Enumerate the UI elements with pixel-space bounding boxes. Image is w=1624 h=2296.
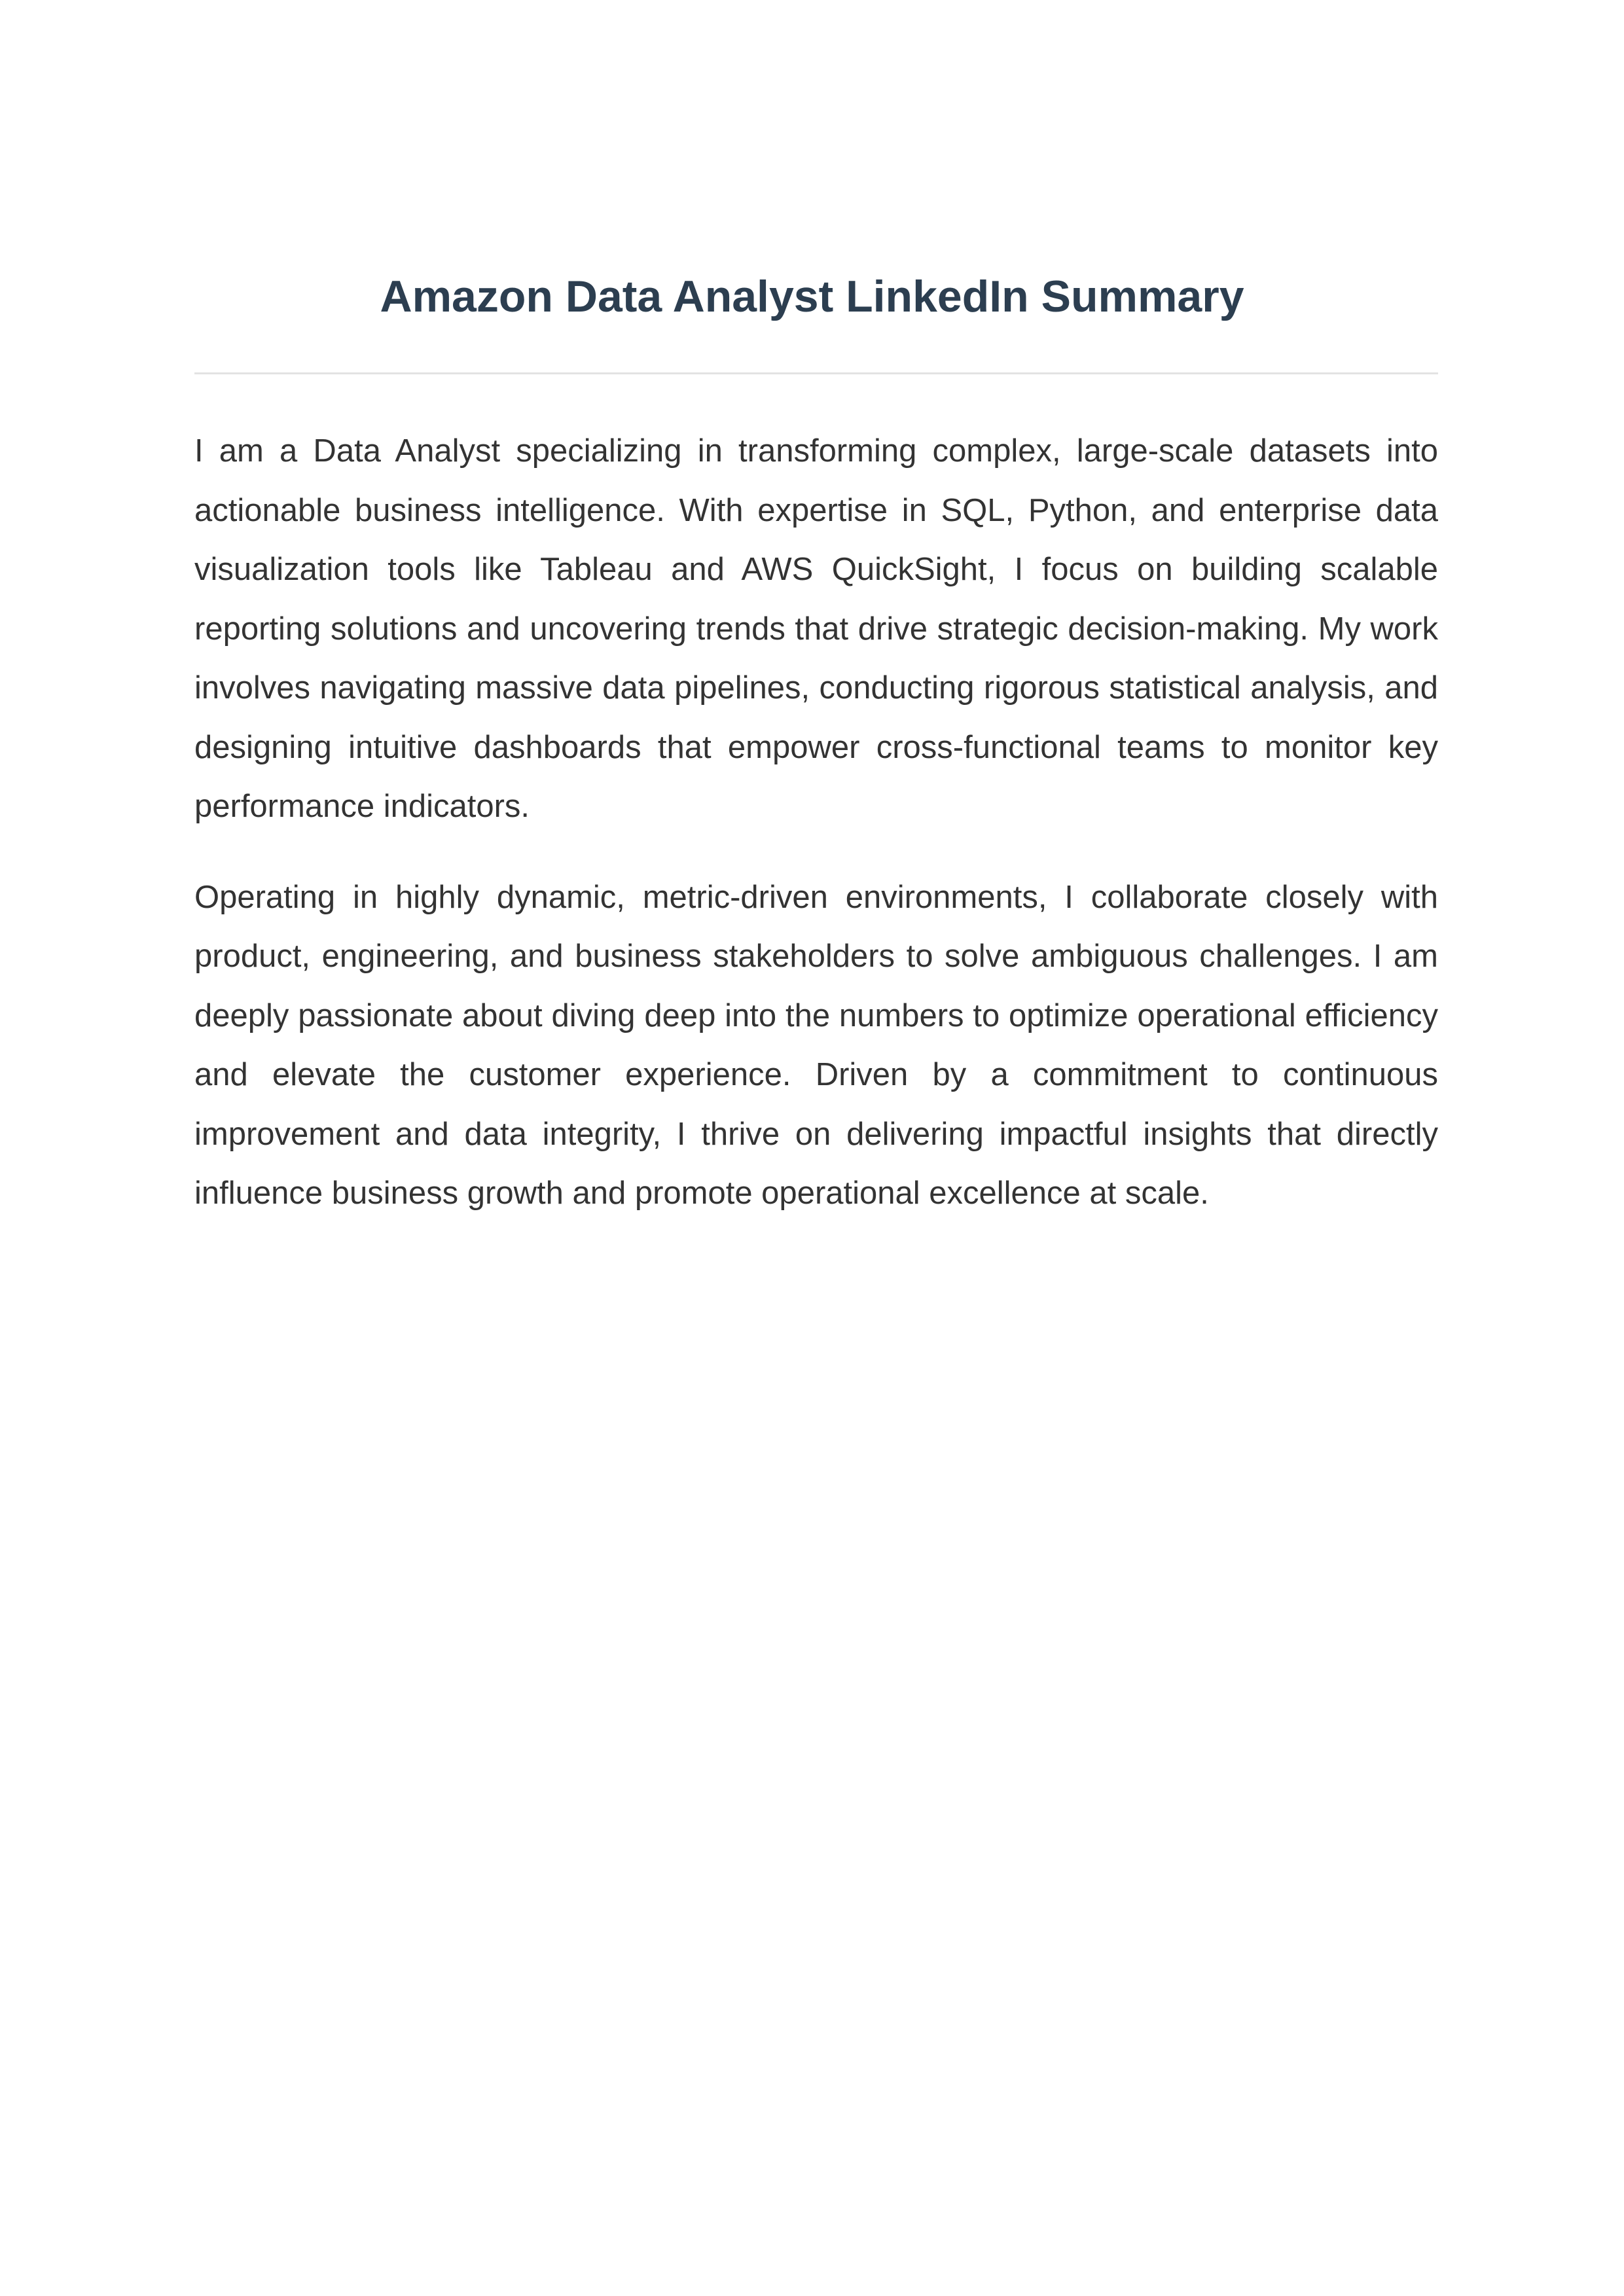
summary-paragraph-1: I am a Data Analyst specializing in transforming complex, large-scale datasets into actionable business intelligence. With expertise in SQL, Python, and enterprise data visualization tools like Tableau and AWS QuickSight, I focus on building scalable reporting solutions and uncovering trends that drive strategic decision-making. My work involves navigating massive data pipelines, conducting rigorous statistical analysis, and designing intuitive dashboards that empower cross-functional teams to monitor key performance indicators. <box>194 433 1438 824</box>
summary-paragraph-2: Operating in highly dynamic, metric-driven environments, I collaborate closely with product, engineering, and business stakeholders to solve ambiguous challenges. I am deeply passionate about diving deep into the numbers to optimize operational efficiency and elevate the customer experience. Driven by a commitment to continuous improvement and data integrity, I thrive on delivering impactful insights that directly influence business growth and promote operational excellence at scale. <box>194 879 1438 1211</box>
summary-body <box>194 422 1438 1255</box>
page-title: Amazon Data Analyst LinkedIn Summary <box>380 272 1244 321</box>
title-divider <box>194 372 1438 374</box>
